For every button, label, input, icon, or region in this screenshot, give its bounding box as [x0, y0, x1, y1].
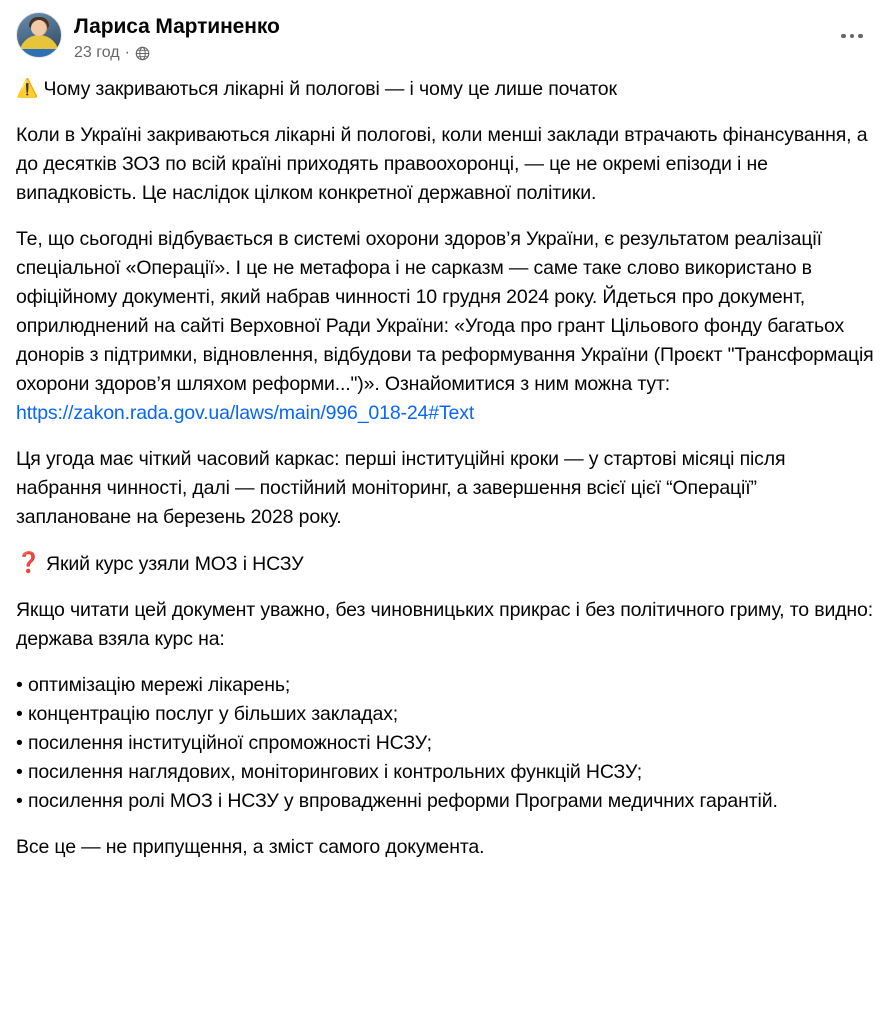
document-link[interactable]: https://zakon.rada.gov.ua/laws/main/996_018-24#Text — [16, 402, 475, 424]
post-paragraph-3: Ця угода має чіткий часовий каркас: перші інституційні кроки — у стартові місяці після набрання чинності, далі — постійний моніторинг, а завершення всієї цієї “Операції” заплановане на березень 2028 року. — [16, 448, 786, 528]
post-link-paragraph — [16, 399, 874, 428]
avatar-face — [31, 20, 47, 36]
avatar[interactable] — [16, 12, 62, 58]
list-item: • посилення ролі МОЗ і НСЗУ у впровадженні реформи Програми медичних гарантій. — [16, 790, 778, 812]
avatar-body — [19, 35, 59, 57]
post-meta — [74, 43, 280, 63]
more-options-icon[interactable] — [834, 18, 870, 54]
list-item: • концентрацію послуг у більших закладах; — [16, 703, 399, 725]
meta-separator: · — [124, 44, 130, 61]
post-header — [16, 12, 874, 64]
post-paragraph-1: Коли в Україні закриваються лікарні й пологові, коли менші заклади втрачають фінансування, а до десятків ЗОЗ по всій країні приходять правоохоронці, — це не окремі епізоди і не випадковість. Це наслідок цілком конкретної державної політики. — [16, 124, 868, 204]
globe-icon[interactable] — [135, 46, 150, 61]
author-name[interactable]: Лариса Мартиненко — [74, 15, 280, 38]
post-bullet-list — [16, 671, 874, 816]
post-paragraph-5: Все це — не припущення, а зміст самого документа. — [16, 836, 485, 858]
question-icon: ❓ — [16, 552, 41, 574]
post-subheading — [16, 549, 874, 579]
post-subheading-text: Який курс узяли МОЗ і НСЗУ — [46, 553, 304, 575]
post-timestamp[interactable]: 23 год — [74, 44, 120, 61]
more-options-dots — [841, 34, 863, 39]
post-body — [16, 74, 874, 862]
list-item: • посилення інституційної спроможності НСЗУ; — [16, 732, 432, 754]
post-paragraph-2: Те, що сьогодні відбувається в системі охорони здоров’я України, є результатом реалізації спеціальної «Операції». І це не метафора і не сарказм — саме таке слово використано в офіційному документі, який набрав чинності 10 грудня 2024 року. Йдеться про документ, оприлюднений на сайті Верховної Ради України: «Угода про грант Цільового фонду багатьох донорів з підтримки, відновлення, відбудови та реформування України (Проєкт "Трансформація охорони здоров’я шляхом реформи...")». Ознайомитися з ним можна тут: — [16, 228, 874, 395]
list-item: • оптимізацію мережі лікарень; — [16, 674, 291, 696]
post-paragraph-4: Якщо читати цей документ уважно, без чиновницьких прикрас і без політичного гриму, то видно: держава взяла курс на: — [16, 599, 873, 650]
warning-icon: ⚠️ — [16, 78, 39, 98]
list-item: • посилення наглядових, моніторингових і контрольних функцій НСЗУ; — [16, 761, 643, 783]
post-heading — [16, 74, 874, 104]
post-header-text — [74, 12, 280, 63]
post-heading-text: Чому закриваються лікарні й пологові — і чому це лише початок — [43, 78, 617, 100]
